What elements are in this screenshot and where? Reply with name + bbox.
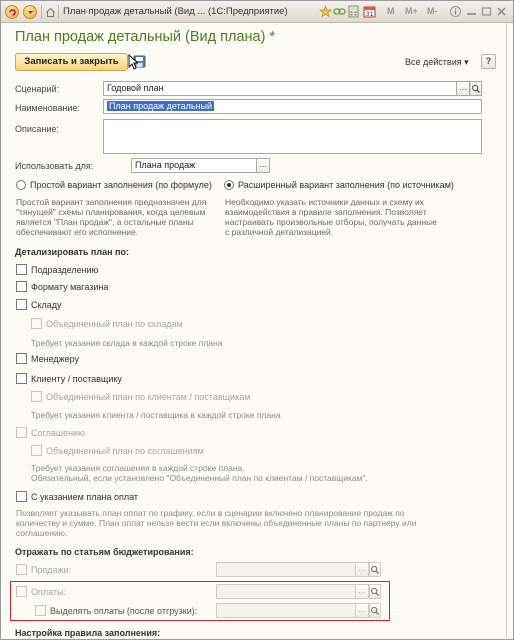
app-logo-icon[interactable] xyxy=(5,5,19,19)
scenario-field[interactable]: Годовой план xyxy=(103,81,457,96)
memory-m-button[interactable]: M xyxy=(387,6,395,16)
budget-sales-open-button[interactable] xyxy=(369,562,381,577)
favorites-star-icon[interactable] xyxy=(319,5,332,18)
main-menu-icon[interactable] xyxy=(23,5,37,19)
budget-payments-label: Оплаты: xyxy=(31,587,67,597)
client-note: Требует указания клиента / поставщика в каждой строке плана xyxy=(31,410,281,420)
extended-note-line: Необходимо указать источники данных и схему их xyxy=(225,197,425,207)
description-label: Описание: xyxy=(15,124,59,134)
simple-fill-label: Простой вариант заполнения (по формуле) xyxy=(30,180,212,190)
svg-text:31: 31 xyxy=(365,11,374,18)
client-combined-checkbox[interactable] xyxy=(31,391,42,402)
calendar-icon[interactable] xyxy=(363,5,376,18)
agreement-note-line: Обязательный, если установлено "Объединенный план по клиентам / поставщикам". xyxy=(31,473,368,483)
open-search-icon xyxy=(370,564,380,576)
scenario-select-button[interactable]: ... xyxy=(457,81,470,96)
extended-note-line: с различной детализацией. xyxy=(225,227,334,237)
agreement-note-line: Требует указания соглашения в каждой строке плана. xyxy=(31,463,245,473)
detail-store-format-checkbox[interactable] xyxy=(16,281,27,292)
agreement-combined-label: Объединенный план по соглашениям xyxy=(46,446,204,456)
detail-client-checkbox[interactable] xyxy=(16,373,27,384)
extended-fill-radio[interactable] xyxy=(224,180,234,190)
budget-payments-field[interactable] xyxy=(216,584,356,599)
payment-plan-note xyxy=(16,508,506,538)
minimize-icon[interactable] xyxy=(465,5,478,18)
window-title: План продаж детальный (Вид ... (1С:Предприятие) xyxy=(63,6,288,17)
detail-warehouse-label: Складу xyxy=(31,300,62,310)
budget-heading: Отражать по статьям бюджетирования: xyxy=(15,547,194,557)
budget-sales-checkbox[interactable] xyxy=(16,564,27,575)
scrollbar-edge xyxy=(506,23,507,640)
memory-plus-button[interactable]: M+ xyxy=(405,6,418,16)
simple-fill-note xyxy=(16,197,221,237)
memory-minus-button[interactable]: M- xyxy=(427,6,438,16)
use-for-label: Использовать для: xyxy=(15,161,94,171)
budget-payments-select-button[interactable]: ... xyxy=(356,584,369,599)
detail-agreement-checkbox[interactable] xyxy=(16,427,27,438)
mouse-cursor-icon xyxy=(128,54,138,70)
client-combined-label: Объединенный план по клиентам / поставщикам xyxy=(46,392,251,402)
open-search-icon xyxy=(370,605,380,617)
name-label: Наименование: xyxy=(15,103,80,113)
payment-note-line: Позволяет указывать план оплат по графику, если в сценарии включено планирование продаж по xyxy=(16,508,405,518)
detail-warehouse-checkbox[interactable] xyxy=(16,299,27,310)
separate-payments-open-button[interactable] xyxy=(369,603,381,618)
budget-sales-label: Продажи: xyxy=(31,565,72,575)
budget-sales-select-button[interactable]: ... xyxy=(356,562,369,577)
budget-payments-checkbox[interactable] xyxy=(16,586,27,597)
close-icon[interactable] xyxy=(495,5,508,18)
save-and-close-button[interactable]: Записать и закрыть xyxy=(15,53,128,71)
warehouse-combined-checkbox[interactable] xyxy=(31,318,42,329)
warehouse-note: Требует указания склада в каждой строке плана xyxy=(31,338,223,348)
separate-payments-field[interactable] xyxy=(216,603,356,618)
detail-division-label: Подразделению xyxy=(31,265,99,275)
scenario-open-button[interactable] xyxy=(470,81,482,96)
budget-sales-field[interactable] xyxy=(216,562,356,577)
detail-client-label: Клиенту / поставщику xyxy=(31,374,122,384)
use-for-select-button[interactable]: ... xyxy=(257,158,270,173)
open-search-icon xyxy=(370,586,380,598)
simple-note-line: "тянущей" схемы планирования, когда целевым xyxy=(16,207,206,217)
name-field-selected-text: План продаж детальный xyxy=(109,101,213,111)
form-heading: План продаж детальный (Вид плана) * xyxy=(15,29,276,45)
separate-payments-select-button[interactable]: ... xyxy=(356,603,369,618)
payment-plan-checkbox[interactable] xyxy=(16,491,27,502)
detail-division-checkbox[interactable] xyxy=(16,264,27,275)
detail-manager-label: Менеджеру xyxy=(31,354,80,364)
help-button[interactable]: ? xyxy=(481,54,496,69)
budget-payments-open-button[interactable] xyxy=(369,584,381,599)
extended-fill-label: Расширенный вариант заполнения (по источникам) xyxy=(238,180,454,190)
link-icon[interactable] xyxy=(333,5,346,18)
all-actions-menu[interactable]: Все действия ▾ xyxy=(405,57,469,67)
payment-plan-label: С указанием плана оплат xyxy=(31,492,139,502)
use-for-field[interactable]: Плана продаж xyxy=(131,158,257,173)
extended-note-line: взаимодействия в правиле заполнения. Позволяет xyxy=(225,207,427,217)
agreement-combined-checkbox[interactable] xyxy=(31,445,42,456)
agreement-note xyxy=(31,463,501,483)
separate-payments-label: Выделять оплаты (после отгрузки): xyxy=(50,606,198,616)
detail-store-format-label: Формату магазина xyxy=(31,282,109,292)
scenario-label: Сценарий: xyxy=(15,84,60,94)
detail-heading: Детализировать план по: xyxy=(15,247,129,257)
home-icon[interactable] xyxy=(44,5,56,19)
simple-note-line: обеспечивают его исполнение. xyxy=(16,227,139,237)
name-field[interactable] xyxy=(103,99,482,114)
extended-note-line: настраивать произвольные отборы, получать данные xyxy=(225,217,437,227)
simple-note-line: Простой вариант заполнения предназначен для xyxy=(16,197,207,207)
detail-agreement-label: Соглашению xyxy=(31,428,85,438)
simple-note-line: является "План продаж", а остальные планы xyxy=(16,217,194,227)
warehouse-combined-label: Объединенный план по складам xyxy=(46,319,183,329)
extended-fill-note xyxy=(225,197,495,237)
rules-heading: Настройка правила заполнения: xyxy=(15,628,161,638)
separate-payments-checkbox[interactable] xyxy=(35,605,46,616)
restore-icon[interactable] xyxy=(480,5,493,18)
description-textarea[interactable] xyxy=(103,119,482,154)
detail-manager-checkbox[interactable] xyxy=(16,353,27,364)
info-icon[interactable] xyxy=(449,5,462,18)
payment-note-line: количеству и сумме. План оплат нельзя вести если включены объединенные планы по партнеру или xyxy=(16,518,417,528)
payment-note-line: соглашению. xyxy=(16,528,68,538)
simple-fill-radio[interactable] xyxy=(16,180,26,190)
title-bar xyxy=(1,1,513,23)
open-search-icon xyxy=(471,83,481,95)
calculator-icon[interactable] xyxy=(347,5,360,18)
